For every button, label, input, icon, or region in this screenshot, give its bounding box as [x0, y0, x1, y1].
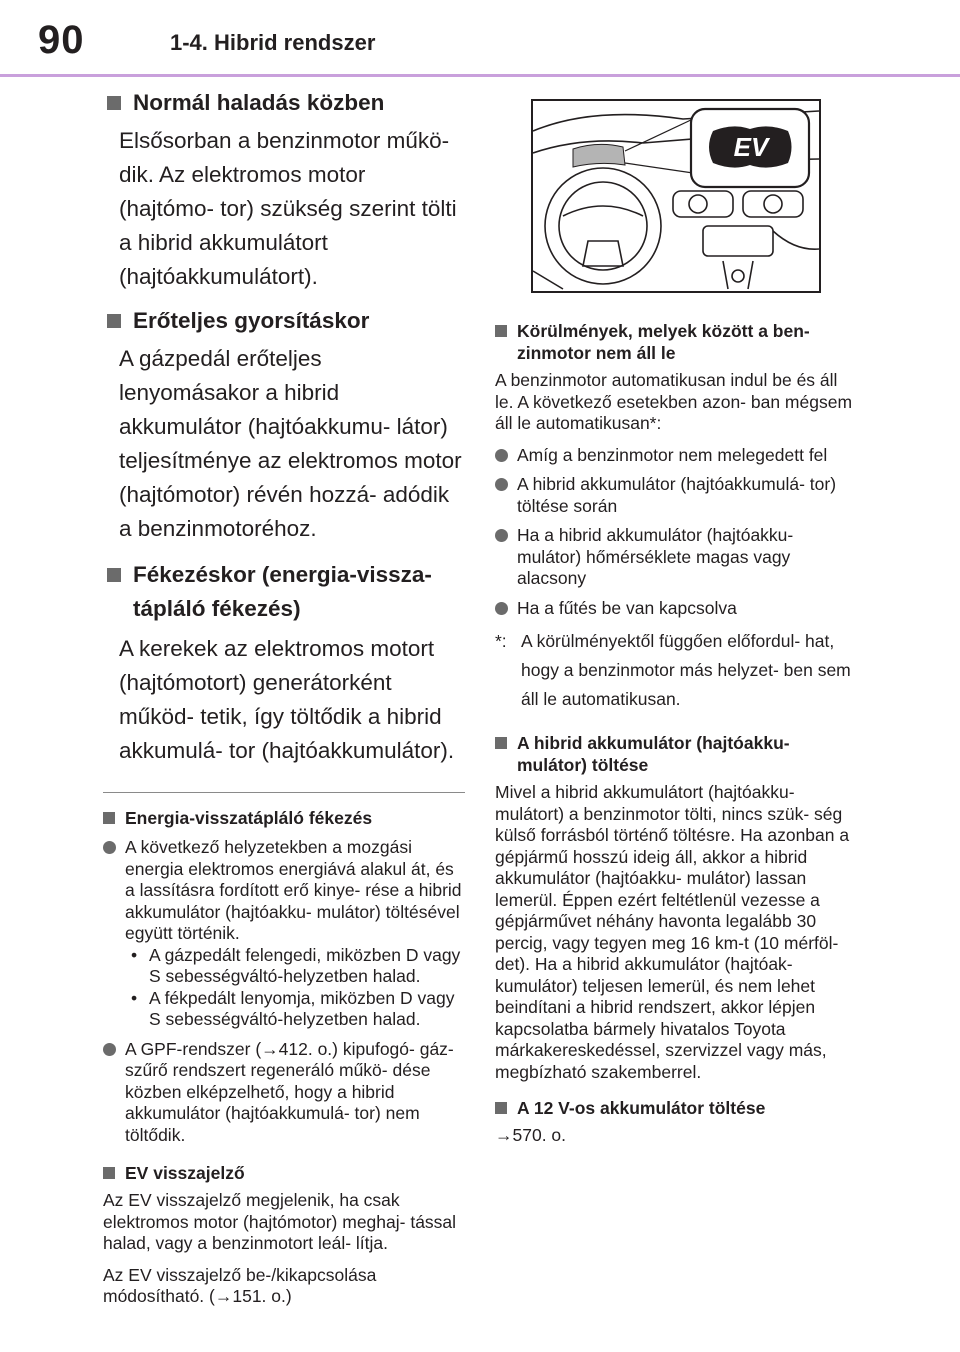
paragraph-ev-toggle[interactable]: Az EV visszajelző be-/kikapcsolása módosítható. (→151. o.)	[103, 1264, 377, 1306]
left-column	[103, 88, 465, 1318]
round-bullet-icon	[495, 529, 508, 542]
heading-text: Erőteljes gyorsításkor	[133, 308, 370, 333]
dot-bullet-icon: •	[131, 944, 138, 965]
heading-braking	[103, 558, 465, 626]
right-column	[495, 320, 857, 1157]
round-bullet-icon	[495, 478, 508, 491]
page-reference-link[interactable]: →570. o.	[495, 1125, 567, 1145]
list-item-text[interactable]: A GPF-rendszer (→412. o.) kipufogó- gáz-szűrő rendszert regeneráló műkö- dése közben elképzelhető, hogy a hibrid akkumulátor (hajtóakkumulá- tor) nem töltődik.	[125, 1038, 454, 1145]
sub-list-item	[125, 945, 465, 988]
heading-text: Fékezéskor (energia-vissza- tápláló fékezés)	[133, 562, 432, 621]
dashboard-drawing	[533, 101, 819, 291]
paragraph-braking: A kerekek az elektromos motort (hajtómotort) generátorként működ- tetik, így töltődik a hibrid akkumulá- tor (hajtóakkumulátor).	[119, 636, 455, 763]
footnote-text: A körülményektől függően előfordul- hat, hogy a benzinmotor más helyzet- ben sem áll le automatikusan.	[521, 631, 851, 709]
section-divider	[103, 792, 465, 793]
list-item-text: A hibrid akkumulátor (hajtóakkumulá- tor) töltése során	[517, 474, 837, 516]
square-bullet-icon	[107, 568, 121, 582]
paragraph-acceleration: A gázpedál erőteljes lenyomásakor a hibrid akkumulátor (hajtóakkumu- látor) teljesítménye az elektromos motor (hajtómotor) révén hozzá- adódik a benzinmotoréhoz.	[119, 346, 462, 541]
ev-indicator-icon: EV	[733, 132, 769, 162]
round-bullet-icon	[495, 449, 508, 462]
heading-normal-driving	[103, 88, 465, 118]
list-item	[495, 445, 857, 467]
heading-hybrid-charging	[495, 732, 857, 776]
list-item	[495, 598, 857, 620]
list-item-text: Ha a fűtés be van kapcsolva	[517, 597, 737, 618]
round-bullet-icon	[103, 1043, 116, 1056]
list-item-text: A következő helyzetekben a mozgási energia elektromos energiává alakul át, és a lassításra fordított erő kinye- rése a hibrid akkumulátor (hajtóakku- mulátor) töltésével együtt történik.	[125, 837, 462, 943]
square-bullet-icon	[107, 314, 121, 328]
square-bullet-icon	[495, 1102, 507, 1114]
square-bullet-icon	[495, 325, 507, 337]
list-item	[103, 1039, 465, 1147]
list-item-text: Ha a hibrid akkumulátor (hajtóakku- mulátor) hőmérséklete magas vagy alacsony	[517, 525, 794, 588]
page-header	[0, 0, 960, 78]
heading-conditions	[495, 320, 857, 364]
list-item	[103, 837, 465, 1031]
heading-ev-indicator	[103, 1162, 465, 1184]
square-bullet-icon	[495, 737, 507, 749]
heading-text: Körülmények, melyek között a ben- zinmotor nem áll le	[517, 321, 810, 363]
heading-acceleration	[103, 306, 465, 336]
round-bullet-icon	[495, 602, 508, 615]
sub-list-item-text: A fékpedált lenyomja, miközben D vagy S sebességváltó-helyzetben halad.	[149, 987, 455, 1029]
section-title: 1-4. Hibrid rendszer	[170, 30, 376, 55]
header-divider	[0, 74, 960, 77]
square-bullet-icon	[103, 812, 115, 824]
dashboard-illustration	[531, 99, 821, 293]
page-number: 90	[38, 18, 85, 62]
heading-text: Energia-visszatápláló fékezés	[125, 808, 373, 828]
paragraph-ev-indicator: Az EV visszajelző megjelenik, ha csak elektromos motor (hajtómotor) meghaj- tással halad, vagy a benzinmotort leál- lítja.	[103, 1190, 457, 1253]
footnote	[495, 627, 857, 714]
heading-regen-braking	[103, 807, 465, 829]
sub-list-item	[125, 988, 465, 1031]
heading-text: EV visszajelző	[125, 1163, 245, 1183]
heading-text: A 12 V-os akkumulátor töltése	[517, 1098, 766, 1118]
square-bullet-icon	[103, 1167, 115, 1179]
sub-list-item-text: A gázpedált felengedi, miközben D vagy S sebességváltó-helyzetben halad.	[149, 944, 461, 986]
list-item	[495, 474, 857, 517]
list-item-text: Amíg a benzinmotor nem melegedett fel	[517, 444, 828, 465]
footnote-marker: *:	[495, 631, 507, 651]
list-item	[495, 525, 857, 590]
paragraph-normal-driving: Elsősorban a benzinmotor műkö- dik. Az elektromos motor (hajtómo- tor) szükség szerint tölti a hibrid akkumulátort (hajtóakkumulátort).	[119, 128, 457, 289]
heading-text: A hibrid akkumulátor (hajtóakku- mulátor) töltése	[517, 733, 790, 775]
heading-text: Normál haladás közben	[133, 90, 385, 115]
dot-bullet-icon: •	[131, 987, 138, 1008]
heading-12v-charging	[495, 1097, 857, 1119]
paragraph-hybrid-charging: Mivel a hibrid akkumulátort (hajtóakku- mulátort) a benzinmotor tölti, nincs szük- ség külső forrásból történő töltésre. Ha azonban a gépjármű hosszú ideig áll, akkor a hibrid akkumulátor (hajtóakku- mulátor) lassan lemerül. Éppen ezért feltétlenül vezesse a gépjárművet néhány havonta legalább 30 percig, vagy tegyen meg 16 km-t (10 mérföl- det). Ha a hibrid akkumulátor (hajtóak- kumulátor) teljesen lemerül, és nem lehet beindítani a hibrid rendszert, akkor lépjen kapcsolatba bármely hivatalos Toyota márkakereskedéssel, szervizzel vagy más, megbízható szakemberrel.	[495, 782, 850, 1082]
square-bullet-icon	[107, 96, 121, 110]
round-bullet-icon	[103, 841, 116, 854]
paragraph-conditions: A benzinmotor automatikusan indul be és áll le. A következő esetekben azon- ban mégsem áll le automatikusan*:	[495, 370, 853, 433]
